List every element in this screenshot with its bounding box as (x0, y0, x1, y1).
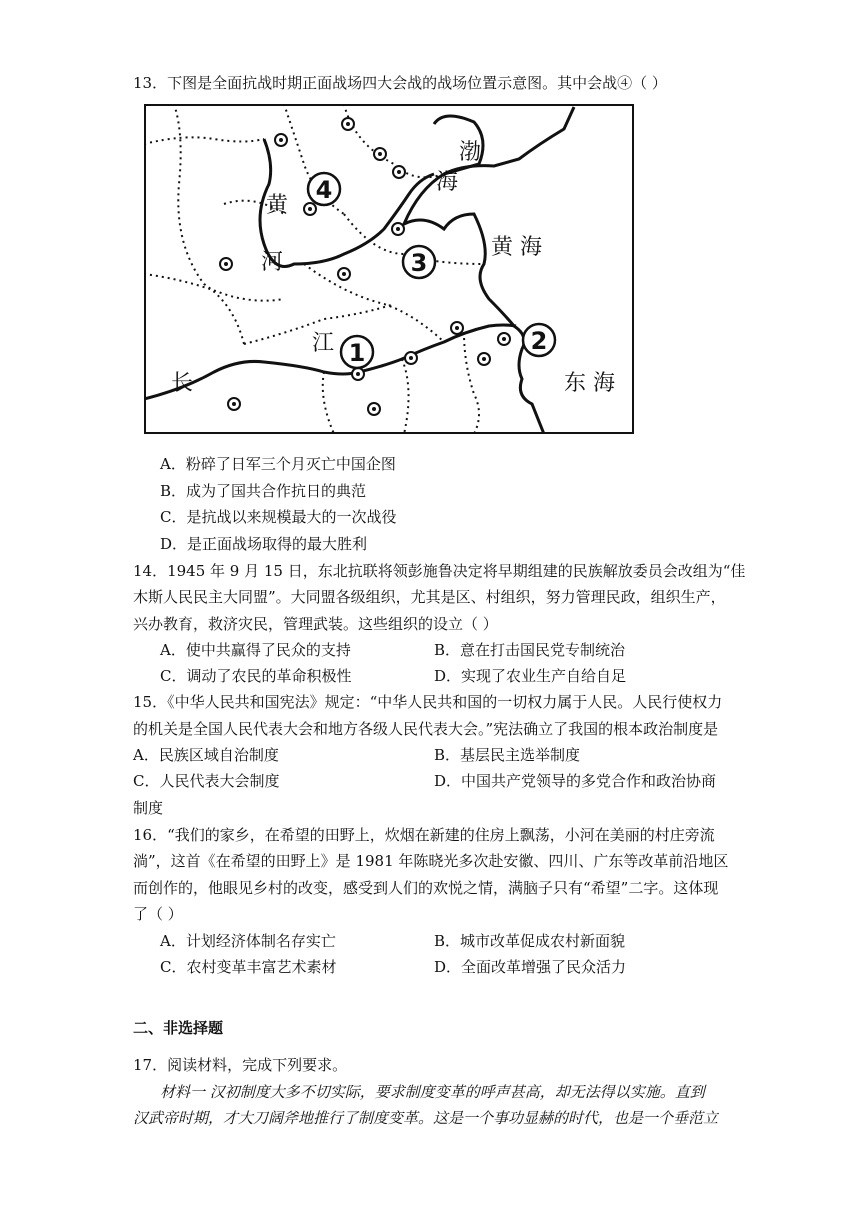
label-bohai-2: 海 (436, 170, 459, 195)
q15-option-a[interactable]: A．民族区域自治制度 (133, 746, 279, 764)
q15-option-d[interactable]: D．中国共产党领导的多党合作和政治协商 (434, 772, 717, 790)
battle-2-label: 2 (530, 327, 548, 355)
q13-option-c[interactable]: C．是抗战以来规模最大的一次战役 (160, 508, 397, 526)
battle-1-label: 1 (348, 339, 366, 367)
q15-stem-1: 15．《中华人民共和国宪法》规定：“中华人民共和国的一切权力属于人民。人民行使权力 (133, 693, 723, 711)
label-donghai: 东 海 (564, 371, 615, 396)
q16-option-c[interactable]: C．农村变革丰富艺术素材 (160, 958, 337, 976)
q14-option-d[interactable]: D．实现了农业生产自给自足 (434, 667, 627, 685)
q16-option-b[interactable]: B．城市改革促成农村新面貌 (434, 932, 626, 950)
label-he: 河 (261, 250, 284, 275)
q14-option-a[interactable]: A．使中共赢得了民众的支持 (160, 641, 351, 659)
section-heading: 二、非选择题 (133, 1019, 224, 1037)
q14-stem-1: 14．1945 年 9 月 15 日，东北抗联将领彭施鲁决定将早期组建的民族解放委员会改组为“佳 (133, 562, 746, 580)
q16-stem-4: 了（ ） (133, 905, 183, 923)
map-frame (145, 105, 633, 433)
q16-option-d[interactable]: D．全面改革增强了民众活力 (434, 958, 627, 976)
q16-stem-3: 而创作的，他眼见乡村的改变，感受到人们的欢悦之情，满脑子只有“希望”二字。这体现 (133, 879, 719, 897)
q13-option-a[interactable]: A．粉碎了日军三个月灭亡中国企图 (160, 455, 396, 473)
q15-option-d-cont: 制度 (133, 799, 164, 817)
q13-option-b[interactable]: B．成为了国共合作抗日的典范 (160, 482, 367, 500)
q14-stem-3: 兴办教育，救济灾民，管理武装。这些组织的设立（ ） (133, 615, 498, 633)
q17-material-2: 汉武帝时期，才大刀阔斧地推行了制度变革。这是一个事功显赫的时代，也是一个垂范立 (133, 1109, 719, 1127)
label-huang: 黄 (266, 193, 289, 218)
q16-option-a[interactable]: A．计划经济体制名存实亡 (160, 932, 336, 950)
battle-map (144, 104, 634, 434)
q17-material-1: 材料一 汉初制度大多不切实际，要求制度变革的呼声甚高，却无法得以实施。直到 (160, 1083, 705, 1101)
q15-option-c[interactable]: C．人民代表大会制度 (133, 772, 280, 790)
q14-option-b[interactable]: B．意在打击国民党专制统治 (434, 641, 626, 659)
q15-stem-2: 的机关是全国人民代表大会和地方各级人民代表大会。”宪法确立了我国的根本政治制度是 (133, 720, 719, 738)
label-chang: 长 (171, 371, 194, 396)
q17-stem: 17．阅读材料，完成下列要求。 (133, 1056, 348, 1074)
battle-4-label: 4 (315, 176, 333, 204)
q14-option-c[interactable]: C．调动了农民的革命积极性 (160, 667, 352, 685)
q13-option-d[interactable]: D．是正面战场取得的最大胜利 (160, 535, 368, 553)
label-jiang: 江 (312, 331, 335, 356)
battle-3-label: 3 (410, 249, 428, 277)
q16-stem-2: 淌”，这首《在希望的田野上》是 1981 年陈晓光多次赴安徽、四川、广东等改革前沿地区 (133, 852, 729, 870)
q13-stem: 13．下图是全面抗战时期正面战场四大会战的战场位置示意图。其中会战④（ ） (133, 74, 667, 92)
q14-stem-2: 木斯人民民主大同盟”。大同盟各级组织，尤其是区、村组织，努力管理民政，组织生产， (133, 588, 726, 606)
label-bohai-1: 渤 (459, 140, 482, 165)
q15-option-b[interactable]: B．基层民主选举制度 (434, 746, 581, 764)
label-huanghai: 黄 海 (491, 235, 542, 260)
q16-stem-1: 16．“我们的家乡，在希望的田野上，炊烟在新建的住房上飘荡，小河在美丽的村庄旁流 (133, 826, 715, 844)
